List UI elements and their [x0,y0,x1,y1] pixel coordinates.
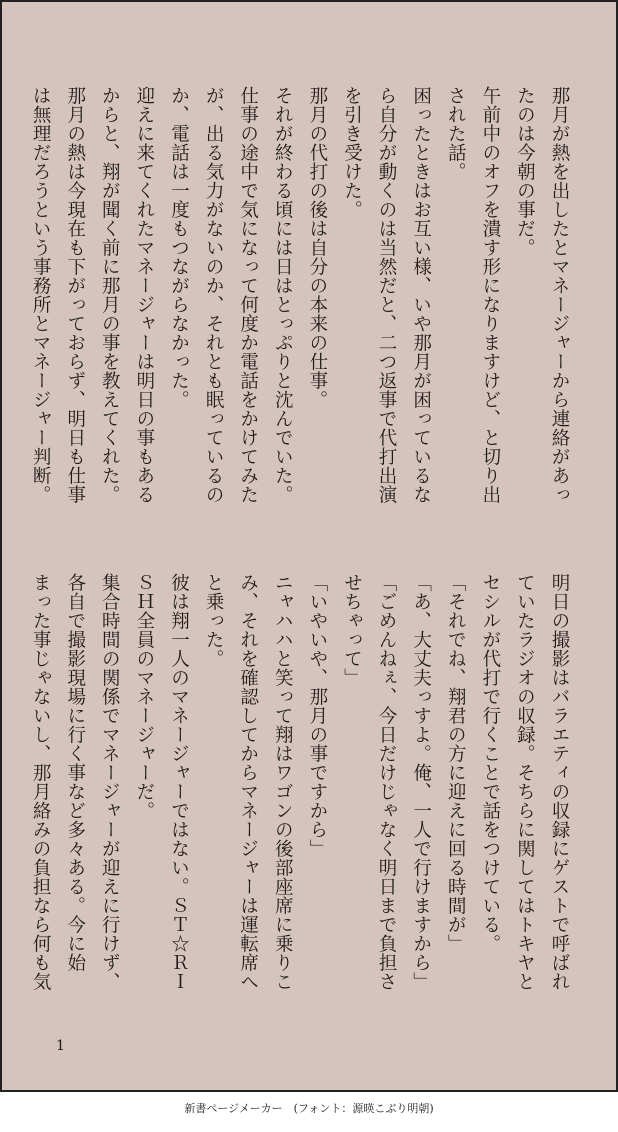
text-line: 那月の代打の後は自分の本来の仕事。 [306,86,328,409]
text-line: を引き受けた。 [341,86,363,219]
text-line: 仕事の途中で気になって何度か電話をかけてみた [237,86,259,504]
text-line: 明日の撮影はバラエティの収録にゲストで呼ばれ [549,573,570,991]
text-line: ら自分が動くのは当然だと、二つ返事で代打出演 [376,86,398,504]
text-line: ＳＨ全員のマネージャーだ。 [133,573,155,820]
text-line: たのは今朝の事だ。 [514,86,536,257]
text-line: 彼は翔一人のマネージャーではない。ＳＴ☆ＲＩ [168,573,190,991]
text-line: 集合時間の関係でマネージャーが迎えに行けず、 [99,573,121,991]
text-line: 「それでね、翔君の方に迎えに回る時間が」 [445,573,467,953]
text-line: 「あ、大丈夫っすよ。俺、一人で行けますから」 [410,573,432,991]
text-line: 那月の熱は今現在も下がっておらず、明日も仕事 [64,86,86,504]
text-line: 「ごめんねぇ、今日だけじゃなく明日まで負担さ [376,573,398,991]
text-line: が、出る気力がないのか、それとも眠っているの [203,86,225,504]
text-line: と乗った。 [203,573,225,668]
text-line: セシルが代打で行くことで話をつけている。 [479,573,501,953]
text-line: それが終わる頃には日はとっぷりと沈んでいた。 [272,86,294,504]
text-line: か、電話は一度もつながらなかった。 [168,86,190,409]
text-line: 迎えに来てくれたマネージャーは明日の事もある [133,86,155,504]
text-line: 各自で撮影現場に行く事など多々ある。今に始 [64,573,86,972]
text-line: ていたラジオの収録。そちらに関してはトキヤと [514,573,536,991]
text-line: まった事じゃないし、那月絡みの負担なら何も気 [30,573,52,991]
page-number: 1 [56,1038,65,1054]
text-line: み、それを確認してからマネージャーは運転席へ [237,573,259,991]
text-line: 那月が熱を出したとマネージャーから連絡があっ [549,86,570,504]
text-block-top [23,86,577,526]
text-line: は無理だろうという事務所とマネージャー判断。 [30,86,52,504]
text-line: ニャハハと笑って翔はワゴンの後部座席に乗りこ [272,573,294,991]
text-line: された話。 [445,86,467,181]
text-line: せちゃって」 [341,573,363,687]
text-line: 「いやいや、那月の事ですから」 [306,573,328,858]
text-line: 午前中のオフを潰す形になりますけど、と切り出 [479,86,501,504]
footer-credit: 新書ページメーカー (フォント：源暎こぶり明朝) [184,1102,434,1115]
text-line: 困ったときはお互い様、いや那月が困っているな [410,86,432,504]
text-block-bottom [23,573,577,1013]
text-line: からと、翔が聞く前に那月の事を教えてくれた。 [99,86,121,504]
